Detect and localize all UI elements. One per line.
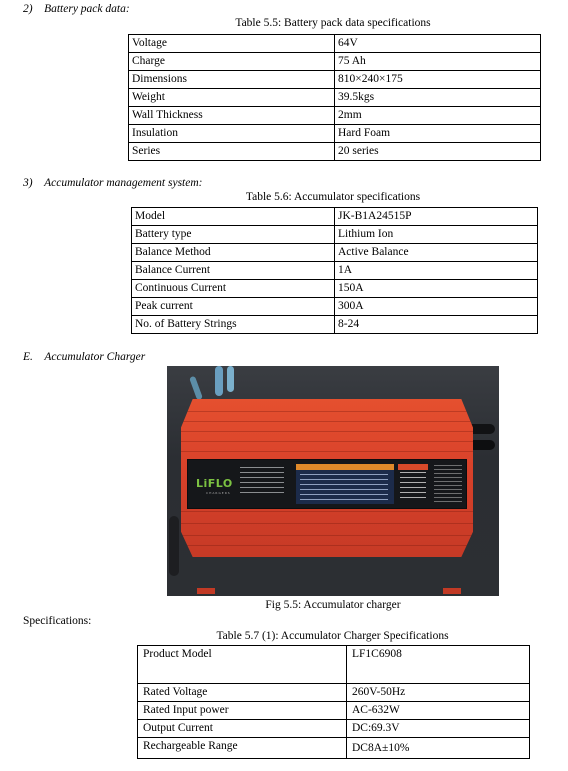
table-cell-value: DC:69.3V	[347, 720, 530, 738]
table-row	[132, 226, 538, 244]
table-cell-label: Balance Current	[132, 262, 335, 280]
table-cell-value: 810×240×175	[335, 71, 541, 89]
table-row	[132, 208, 538, 226]
table-row	[129, 71, 541, 89]
table-row	[132, 280, 538, 298]
table-cell-label: Output Current	[138, 720, 347, 738]
table-row	[129, 143, 541, 161]
table-cell-label: Insulation	[129, 125, 335, 143]
table-row	[132, 262, 538, 280]
table-cell-label: Balance Method	[132, 244, 335, 262]
charger-spec-table	[137, 645, 530, 759]
table-cell-value: 300A	[335, 298, 538, 316]
table-row	[138, 684, 530, 702]
battery-pack-table	[128, 34, 541, 161]
section-heading-battery-pack: 2) Battery pack data:	[23, 3, 130, 15]
table-cell-label: Rated Input power	[138, 702, 347, 720]
table-cell-value: JK-B1A24515P	[335, 208, 538, 226]
liflo-logo: LiFLO	[196, 477, 233, 490]
table-cell-label: Peak current	[132, 298, 335, 316]
specifications-label: Specifications:	[23, 615, 92, 627]
table-row	[129, 53, 541, 71]
table-cell-value: 1A	[335, 262, 538, 280]
table-cell-value: 8-24	[335, 316, 538, 334]
table-caption-battery-pack: Table 5.5: Battery pack data specifications	[235, 17, 431, 29]
table-cell-value: DC8A±10%	[347, 738, 530, 759]
table-cell-label: Weight	[129, 89, 335, 107]
table-cell-label: Continuous Current	[132, 280, 335, 298]
table-row	[138, 738, 530, 759]
table-row	[129, 107, 541, 125]
section-heading-accumulator-management: 3) Accumulator management system:	[23, 177, 203, 189]
table-cell-value: 260V-50Hz	[347, 684, 530, 702]
charger-label-panel	[187, 459, 467, 509]
table-cell-value: 2mm	[335, 107, 541, 125]
table-cell-value: Lithium Ion	[335, 226, 538, 244]
table-row	[129, 35, 541, 53]
table-row	[129, 125, 541, 143]
table-row	[138, 646, 530, 684]
table-caption-accumulator: Table 5.6: Accumulator specifications	[245, 191, 421, 203]
warning-icons	[434, 465, 462, 503]
liflo-logo-subtitle: CHARGERS	[206, 491, 231, 495]
table-cell-value: LF1C6908	[347, 646, 530, 684]
table-row	[132, 316, 538, 334]
table-row	[132, 244, 538, 262]
table-cell-label: Rated Voltage	[138, 684, 347, 702]
table-caption-charger: Table 5.7 (1): Accumulator Charger Specifications	[216, 630, 449, 642]
table-cell-value: 150A	[335, 280, 538, 298]
precautions-panel	[296, 464, 394, 504]
table-row	[138, 720, 530, 738]
table-cell-label: Rechargeable Range	[138, 738, 347, 759]
table-row	[138, 702, 530, 720]
figure-caption-charger: Fig 5.5: Accumulator charger	[265, 599, 401, 611]
table-cell-label: No. of Battery Strings	[132, 316, 335, 334]
section-heading-accumulator-charger: E. Accumulator Charger	[23, 351, 146, 363]
table-cell-value: 64V	[335, 35, 541, 53]
table-cell-label: Series	[129, 143, 335, 161]
warning-text-lines	[400, 472, 426, 502]
table-cell-label: Product Model	[138, 646, 347, 684]
table-cell-value: 39.5kgs	[335, 89, 541, 107]
table-cell-value: 75 Ah	[335, 53, 541, 71]
table-row	[132, 298, 538, 316]
table-cell-value: Active Balance	[335, 244, 538, 262]
table-cell-value: Hard Foam	[335, 125, 541, 143]
table-cell-label: Battery type	[132, 226, 335, 244]
charger-photo	[167, 366, 499, 596]
table-cell-value: AC-632W	[347, 702, 530, 720]
table-row	[129, 89, 541, 107]
table-cell-label: Charge	[129, 53, 335, 71]
table-cell-value: 20 series	[335, 143, 541, 161]
table-cell-label: Model	[132, 208, 335, 226]
accumulator-table	[131, 207, 538, 334]
warning-header	[398, 464, 428, 470]
table-cell-label: Wall Thickness	[129, 107, 335, 125]
table-cell-label: Dimensions	[129, 71, 335, 89]
table-cell-label: Voltage	[129, 35, 335, 53]
rating-text-lines	[240, 467, 284, 497]
